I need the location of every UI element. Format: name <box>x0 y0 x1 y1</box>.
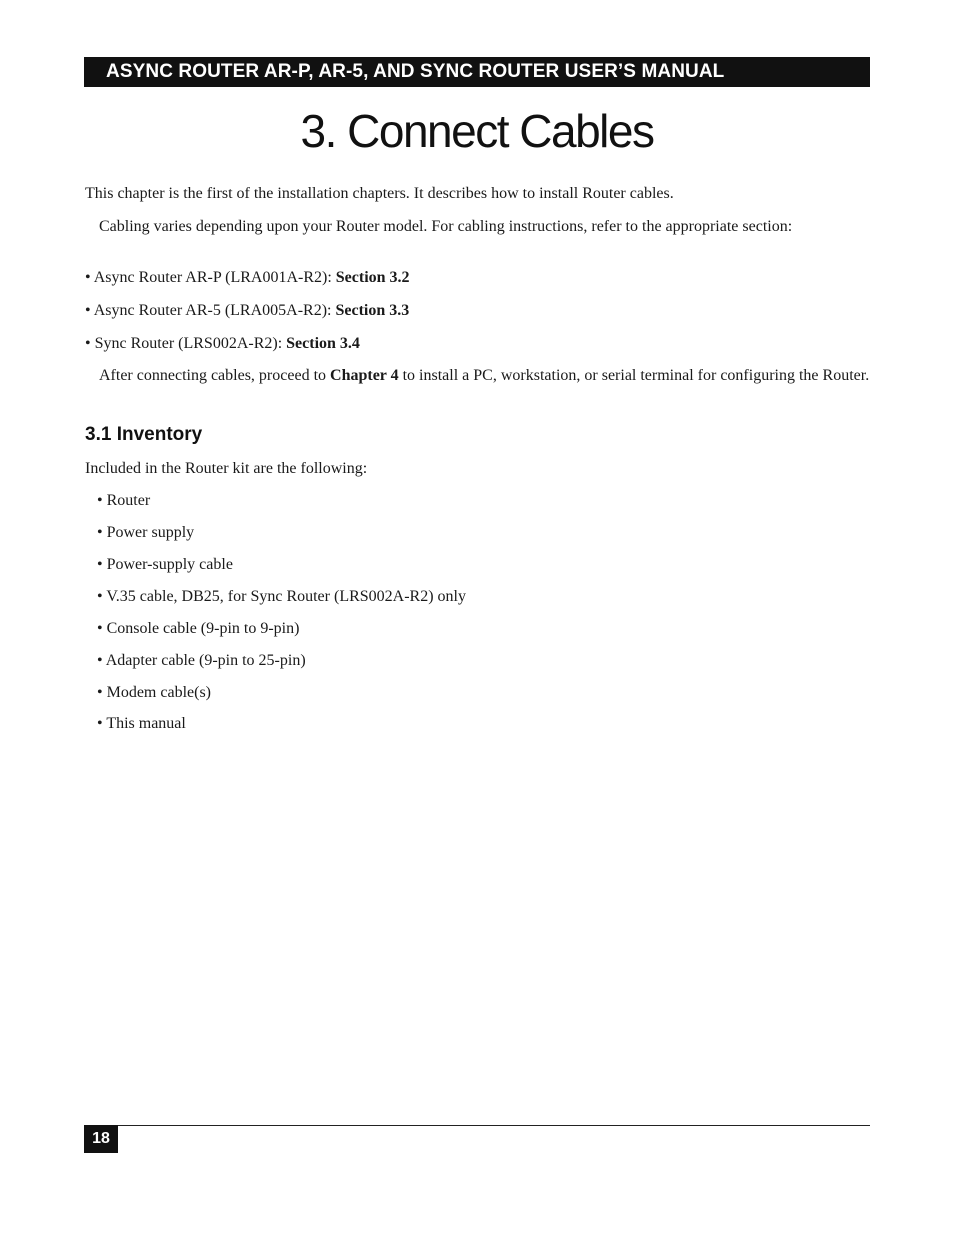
inventory-item: • Modem cable(s) <box>97 684 212 701</box>
section-reference: Section 3.4 <box>286 335 360 352</box>
inventory-item: • This manual <box>97 715 186 732</box>
inventory-item: • Router <box>97 492 151 509</box>
chapter-reference: Chapter 4 <box>330 367 399 384</box>
model-list-item <box>85 302 875 320</box>
next-step-paragraph <box>85 367 875 385</box>
model-name: • Async Router AR-P (LRA001A-R2): <box>85 269 336 286</box>
next-step-text: After connecting cables, proceed to <box>99 367 331 384</box>
model-list-item <box>85 335 875 353</box>
page-number: 18 <box>84 1125 118 1153</box>
footer-rule <box>84 1125 870 1126</box>
chapter-title: 3. Connect Cables <box>300 105 654 157</box>
section-heading: 3.1 Inventory <box>85 424 203 445</box>
inventory-item: • Console cable (9-pin to 9-pin) <box>97 620 300 637</box>
inventory-item: • Power-supply cable <box>97 556 233 573</box>
inventory-item: • V.35 cable, DB25, for Sync Router (LRS002A-R2) only <box>97 588 466 605</box>
intro-paragraph: This chapter is the first of the installation chapters. It describes how to install Router cables. <box>85 185 674 202</box>
section-reference: Section 3.2 <box>335 269 410 286</box>
section-reference: Section 3.3 <box>335 302 410 319</box>
running-header <box>84 57 870 87</box>
model-name: • Async Router AR-5 (LRA005A-R2): <box>85 302 336 319</box>
model-list-item <box>85 269 875 287</box>
next-step-text-continued: to install a PC, workstation, or serial terminal for configuring the Router. <box>398 367 870 384</box>
cabling-paragraph: Cabling varies depending upon your Router model. For cabling instructions, refer to the appropriate section: <box>99 218 793 235</box>
inventory-item: • Power supply <box>97 524 195 541</box>
model-name: • Sync Router (LRS002A-R2): <box>85 335 287 352</box>
running-header-title: ASYNC ROUTER AR-P, AR-5, AND SYNC ROUTER USER’S MANUAL <box>106 61 725 82</box>
inventory-lead: Included in the Router kit are the following: <box>85 460 368 477</box>
inventory-item: • Adapter cable (9-pin to 25-pin) <box>97 652 306 669</box>
